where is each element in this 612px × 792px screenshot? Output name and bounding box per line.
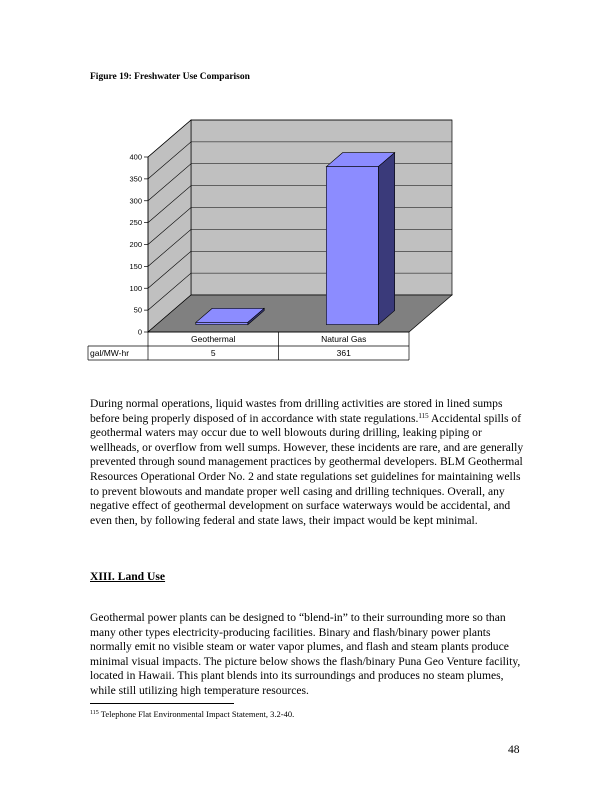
paragraph-1-text-start: During normal operations, liquid wastes from drilling activities are stored in lined sumps before being properly disposed of in accordance with state regulations.	[90, 397, 503, 425]
footnote-reference: 115	[418, 411, 429, 420]
footnote-text: Telephone Flat Environmental Impact Statement, 3.2-40.	[98, 709, 295, 719]
chart-bar-natural-gas	[326, 153, 394, 325]
section-heading-land-use: XIII. Land Use	[90, 570, 166, 583]
y-tick-label: 400	[129, 152, 142, 162]
category-label: Natural Gas	[321, 334, 367, 344]
y-tick-label: 250	[129, 218, 142, 228]
bar-front-face	[326, 167, 378, 325]
y-tick-label: 100	[129, 283, 142, 293]
chart-floor	[148, 295, 452, 332]
series-label: gal/MW-hr	[90, 348, 130, 358]
footnote-divider	[90, 703, 234, 704]
freshwater-use-chart	[0, 0, 612, 380]
category-label: Geothermal	[191, 334, 236, 344]
y-tick-label: 200	[129, 240, 142, 250]
data-value-label: 361	[336, 348, 351, 358]
page-number: 48	[508, 743, 520, 756]
bar-front-face	[196, 322, 248, 324]
footnote-number: 115	[90, 710, 99, 716]
data-value-label: 5	[210, 348, 216, 358]
y-tick-label: 50	[133, 305, 142, 315]
y-tick-label: 300	[129, 196, 142, 206]
paragraph-land-use: Geothermal power plants can be designed to “blend-in” to their surrounding more so than many other types electricity-producing facilities. Binary and flash/binary power plants normally emit no visible steam or water vapor plumes, and flash and steam plants produce minimal visual impacts. The picture below shows the flash/binary Puna Geo Venture facility, located in Hawaii. This plant blends into its surroundings and produces no steam plumes, while still utilizing high temperature resources.	[90, 611, 521, 697]
figure-title: Figure 19: Freshwater Use Comparison	[90, 72, 250, 82]
bar-side-face	[378, 153, 394, 325]
y-tick-label: 0	[137, 327, 142, 337]
y-tick-label: 150	[129, 261, 142, 271]
paragraph-liquid-wastes	[90, 397, 530, 528]
y-tick-label: 350	[129, 174, 142, 184]
paragraph-1-text-end: Accidental spills of geothermal waters may occur due to well blowouts during drilling, leaking piping or wellheads, or overflow from well sumps. However, these incidents are rare, and are generally prevented through sound management practices by geothermal developers. BLM Geothermal Resources Operational Order No. 2 and state regulations set guidelines for maintaining wells to prevent blowouts and mandate proper well casing and drilling techniques. Overall, any negative effect of geothermal development on surface waterways would be accidental, and even then, by following federal and state laws, their impact would be kept minimal.	[90, 411, 524, 527]
footnote	[90, 709, 294, 719]
